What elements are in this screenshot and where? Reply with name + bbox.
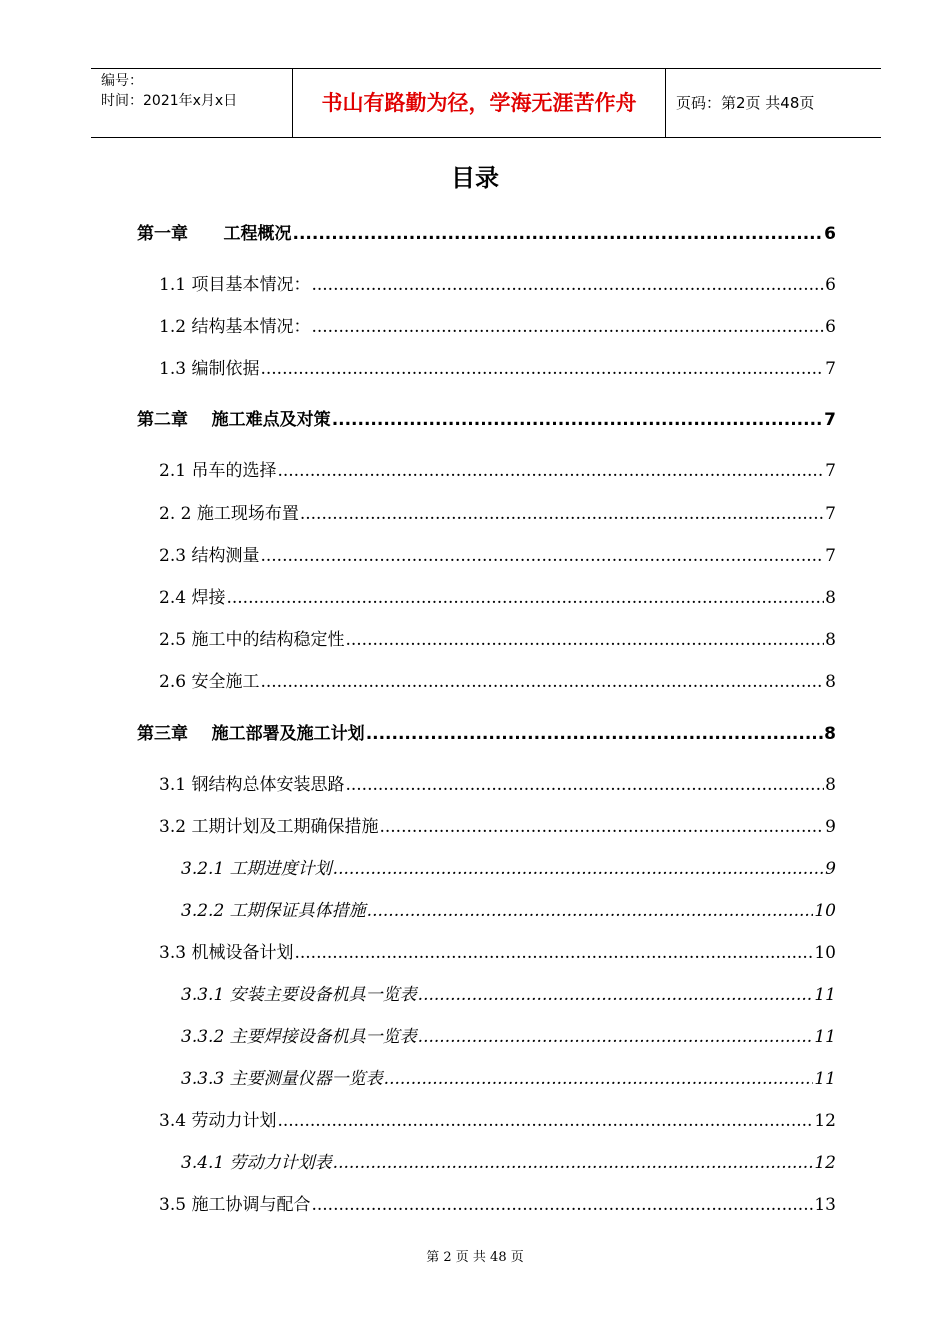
toc-entry-page: 7 [825, 546, 836, 566]
toc-entry-label: 第二章 施工难点及对策 [137, 410, 331, 430]
toc-dot-leader [379, 814, 824, 840]
toc-dot-leader [260, 356, 824, 382]
toc-entry-page: 6 [824, 224, 836, 244]
toc-entry-page: 9 [825, 817, 836, 837]
toc-entry-page: 12 [814, 1153, 836, 1173]
toc-entry-label: 3.3.3 主要测量仪器一览表 [181, 1069, 383, 1089]
toc-entry-page: 7 [824, 410, 836, 430]
toc-entry[interactable] [137, 221, 836, 247]
toc-entry-page: 7 [825, 461, 836, 481]
toc-entry[interactable] [159, 1108, 836, 1134]
toc-entry[interactable] [159, 772, 836, 798]
toc-entry-label: 3.3 机械设备计划 [159, 943, 294, 963]
toc-entry[interactable] [159, 940, 836, 966]
toc-entry-label: 3.4.1 劳动力计划表 [181, 1153, 332, 1173]
toc-entry[interactable] [181, 1024, 836, 1050]
toc-entry[interactable] [159, 458, 836, 484]
toc-entry[interactable] [159, 314, 836, 340]
toc-entry-page: 8 [825, 588, 836, 608]
toc-entry-label: 2.1 吊车的选择 [159, 461, 277, 481]
toc-entry-label: 3.3.1 安装主要设备机具一览表 [181, 985, 417, 1005]
toc-entry-label: 第三章 施工部署及施工计划 [137, 724, 365, 744]
toc-entry[interactable] [159, 814, 836, 840]
toc-dot-leader [277, 1108, 813, 1134]
toc-dot-leader [367, 898, 814, 924]
toc-entry[interactable] [159, 669, 836, 695]
toc-dot-leader [300, 501, 824, 527]
toc-entry[interactable] [137, 407, 836, 433]
toc-entry-page: 8 [825, 775, 836, 795]
header-motto: 书山有路勤为径，学海无涯苦作舟 [293, 69, 666, 137]
toc-entry-page: 7 [825, 504, 836, 524]
toc-entry-label: 3.2 工期计划及工期确保措施 [159, 817, 379, 837]
toc-dot-leader [293, 221, 824, 247]
document-number-label: 编号： [101, 73, 143, 89]
toc-title: 目录 [451, 164, 499, 192]
toc-dot-leader [332, 407, 823, 433]
toc-entry-label: 1.2 结构基本情况： [159, 317, 311, 337]
toc-entry-page: 6 [825, 275, 836, 295]
page-footer: 第 2 页 共 48 页 [426, 1250, 524, 1265]
toc-entry-label: 2. 2 施工现场布置 [159, 504, 299, 524]
toc-entry-label: 2.3 结构测量 [159, 546, 260, 566]
toc-entry-page: 7 [825, 359, 836, 379]
toc-entry-page: 10 [814, 901, 836, 921]
toc-entry[interactable] [159, 501, 836, 527]
toc-entry-label: 3.3.2 主要焊接设备机具一览表 [181, 1027, 417, 1047]
toc-entry[interactable] [159, 356, 836, 382]
toc-entry-label: 3.4 劳动力计划 [159, 1111, 277, 1131]
toc-entry[interactable] [159, 1192, 836, 1218]
toc-entry[interactable] [159, 543, 836, 569]
toc-entry-page: 8 [825, 630, 836, 650]
toc-entry[interactable] [181, 898, 836, 924]
toc-entry[interactable] [159, 627, 836, 653]
toc-entry[interactable] [159, 585, 836, 611]
toc-dot-leader [345, 627, 824, 653]
toc-dot-leader [277, 458, 824, 484]
header-meta [91, 69, 293, 137]
toc-dot-leader [311, 272, 824, 298]
toc-dot-leader [311, 314, 824, 340]
toc-entry-label: 2.5 施工中的结构稳定性 [159, 630, 345, 650]
toc-entry-page: 11 [814, 985, 836, 1005]
toc-dot-leader [366, 721, 823, 747]
toc-dot-leader [345, 772, 824, 798]
toc-entry-page: 8 [825, 672, 836, 692]
toc-entry-label: 2.6 安全施工 [159, 672, 260, 692]
toc-entry-label: 第一章 工程概况 [137, 224, 292, 244]
document-time-label: 时间：2021年x月x日 [101, 93, 238, 109]
toc-dot-leader [384, 1066, 814, 1092]
header-page-info: 页码：第2页 共48页 [676, 94, 815, 112]
toc-dot-leader [226, 585, 824, 611]
toc-entry[interactable] [137, 721, 836, 747]
toc-entry-page: 6 [825, 317, 836, 337]
toc-entry-page: 8 [824, 724, 836, 744]
toc-dot-leader [294, 940, 813, 966]
toc-entry[interactable] [181, 1066, 836, 1092]
toc-entry-page: 13 [814, 1195, 836, 1215]
toc-entry[interactable] [159, 272, 836, 298]
toc-entry-page: 11 [814, 1069, 836, 1089]
toc-dot-leader [418, 1024, 814, 1050]
toc-dot-leader [333, 1150, 814, 1176]
toc-entry-page: 12 [814, 1111, 836, 1131]
toc-entry-label: 3.1 钢结构总体安装思路 [159, 775, 345, 795]
toc-entry[interactable] [181, 982, 836, 1008]
toc-dot-leader [311, 1192, 813, 1218]
toc-entry-label: 1.3 编制依据 [159, 359, 260, 379]
toc-dot-leader [260, 543, 824, 569]
toc-entry-page: 10 [814, 943, 836, 963]
toc-dot-leader [333, 856, 825, 882]
toc-entry-label: 3.5 施工协调与配合 [159, 1195, 311, 1215]
toc-entry-label: 3.2.1 工期进度计划 [181, 859, 332, 879]
toc-dot-leader [260, 669, 824, 695]
toc-entry-label: 1.1 项目基本情况： [159, 275, 311, 295]
toc-entry-label: 2.4 焊接 [159, 588, 226, 608]
toc-entry-page: 11 [814, 1027, 836, 1047]
toc-entry-page: 9 [825, 859, 836, 879]
toc-entry[interactable] [181, 1150, 836, 1176]
toc-entry[interactable] [181, 856, 836, 882]
toc-dot-leader [418, 982, 814, 1008]
toc-entry-label: 3.2.2 工期保证具体措施 [181, 901, 366, 921]
page-header [91, 68, 881, 138]
